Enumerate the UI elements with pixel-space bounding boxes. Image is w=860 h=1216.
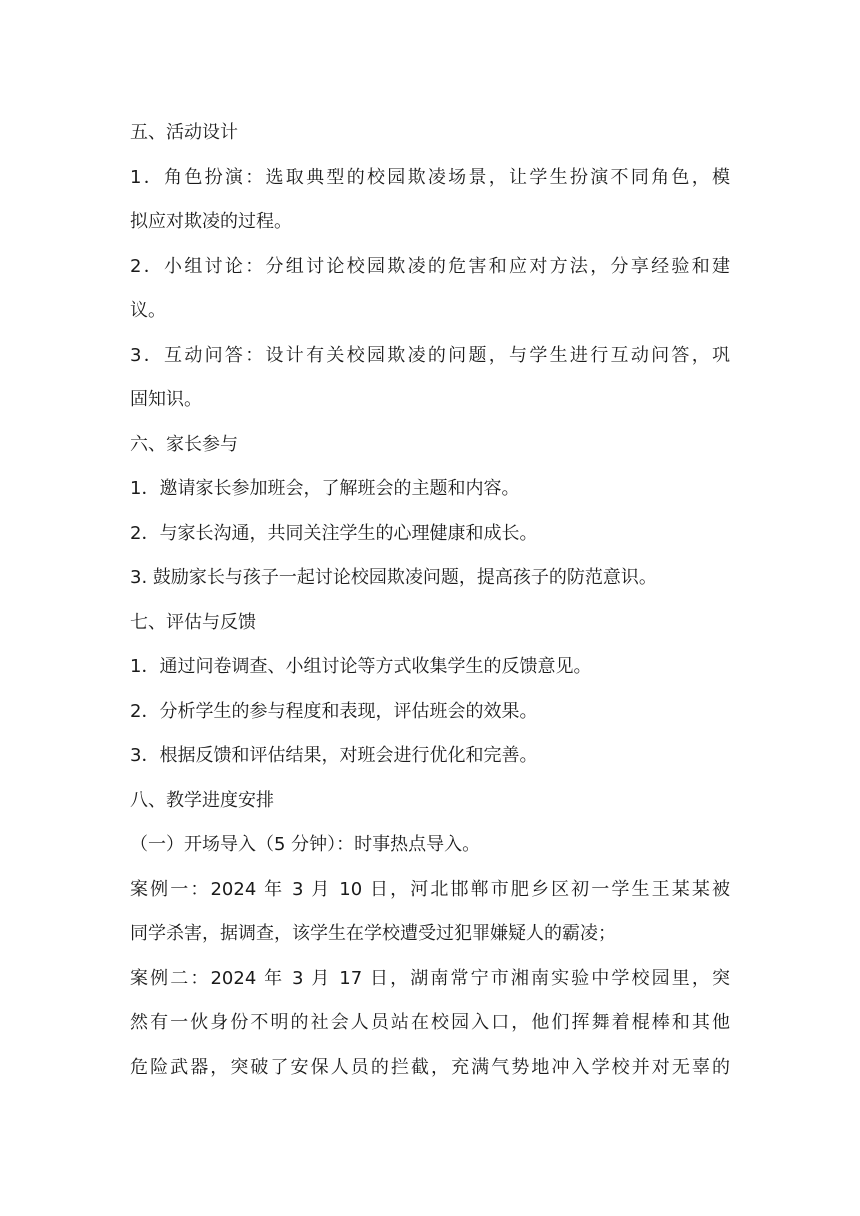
paragraph-role-play-line-2: 拟应对欺凌的过程。	[130, 211, 292, 232]
paragraph-group-discussion-line-2: 议。	[130, 300, 166, 321]
section-heading-teaching-schedule: 八、教学进度安排	[130, 789, 274, 811]
subheading-opening-intro: （一）开场导入（5 分钟）：时事热点导入。	[130, 834, 481, 855]
paragraph-optimize-meeting: 3．根据反馈和评估结果，对班会进行优化和完善。	[130, 745, 538, 766]
paragraph-qa-line-1: 3．互动问答：设计有关校园欺凌的问题，与学生进行互动问答，巩	[130, 344, 730, 366]
paragraph-invite-parents: 1．邀请家长参加班会，了解班会的主题和内容。	[130, 478, 520, 499]
paragraph-collect-feedback: 1．通过问卷调查、小组讨论等方式收集学生的反馈意见。	[130, 656, 592, 677]
paragraph-case-two-line-3: 危险武器，突破了安保人员的拦截，充满气势地冲入学校并对无辜的	[130, 1056, 730, 1078]
paragraph-case-two-line-2: 然有一伙身份不明的社会人员站在校园入口，他们挥舞着棍棒和其他	[130, 1012, 730, 1033]
paragraph-analyze-participation: 2．分析学生的参与程度和表现，评估班会的效果。	[130, 700, 538, 722]
paragraph-case-one-line-2: 同学杀害，据调查，该学生在学校遭受过犯罪嫌疑人的霸凌；	[130, 923, 616, 944]
section-heading-evaluation-feedback: 七、评估与反馈	[130, 611, 256, 633]
section-heading-parent-involvement: 六、家长参与	[130, 433, 238, 455]
paragraph-case-two-line-1: 案例二：2024 年 3 月 17 日，湖南常宁市湘南实验中学校园里，突	[130, 967, 730, 989]
paragraph-role-play-line-1: 1．角色扮演：选取典型的校园欺凌场景，让学生扮演不同角色，模	[130, 166, 730, 188]
paragraph-qa-line-2: 固知识。	[130, 389, 202, 410]
section-heading-activity-design: 五、活动设计	[130, 122, 238, 143]
paragraph-group-discussion-line-1: 2．小组讨论：分组讨论校园欺凌的危害和应对方法，分享经验和建	[130, 255, 730, 277]
document-page	[130, 111, 730, 1090]
paragraph-communicate-parents: 2．与家长沟通，共同关注学生的心理健康和成长。	[130, 522, 538, 544]
paragraph-case-one-line-1: 案例一：2024 年 3 月 10 日，河北邯郸市肥乡区初一学生王某某被	[130, 878, 730, 900]
paragraph-encourage-parents: 3. 鼓励家长与孩子一起讨论校园欺凌问题，提高孩子的防范意识。	[130, 567, 657, 588]
